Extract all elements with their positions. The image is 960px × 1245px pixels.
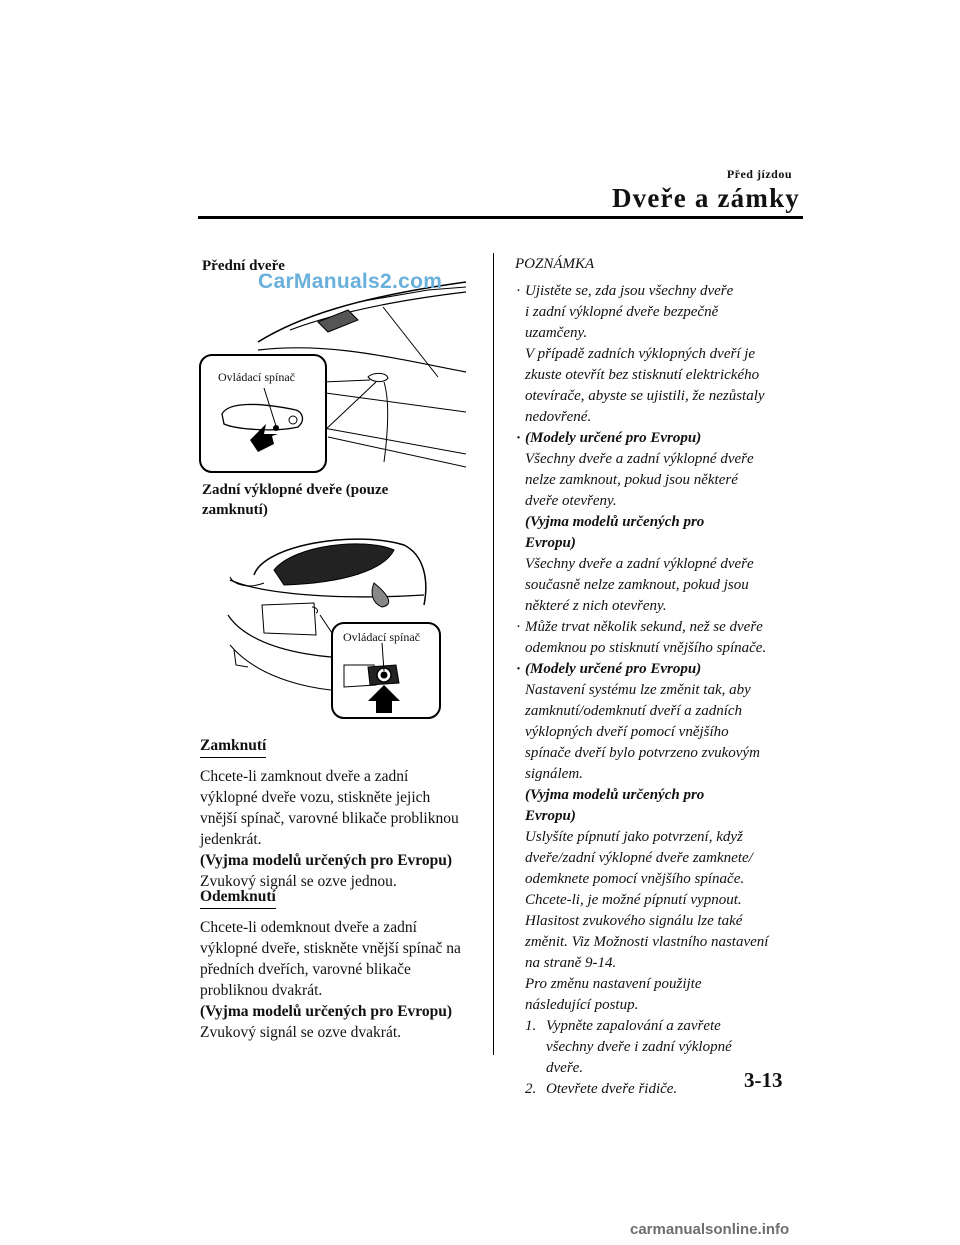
lock-line: jedenkrát. bbox=[200, 831, 262, 848]
note-line-text: na straně 9-14. bbox=[525, 955, 617, 971]
header-rule bbox=[198, 216, 803, 219]
unlock-line: probliknou dvakrát. bbox=[200, 982, 323, 999]
note-line bbox=[525, 869, 800, 890]
unlock-line: výklopné dveře, stiskněte vnější spínač na bbox=[200, 940, 461, 957]
note-line-text: některé z nich otevřeny. bbox=[525, 598, 667, 614]
lock-paragraph bbox=[200, 766, 490, 892]
note-line bbox=[525, 995, 800, 1016]
note-line-text: (Modely určené pro Evropu) bbox=[525, 430, 702, 446]
note-line-text: odemknou po stisknutí vnějšího spínače. bbox=[525, 640, 767, 656]
lock-heading: Zamknutí bbox=[200, 737, 266, 758]
note-line bbox=[525, 449, 800, 470]
note-line bbox=[525, 365, 800, 386]
note-line bbox=[525, 743, 800, 764]
note-line bbox=[525, 1016, 800, 1037]
bullet-icon: · bbox=[516, 430, 522, 446]
step-number: 2. bbox=[525, 1081, 537, 1097]
bullet-icon: · bbox=[516, 661, 522, 677]
note-line bbox=[525, 638, 800, 659]
note-line bbox=[525, 806, 800, 827]
note-line-text: Chcete-li, je možné pípnutí vypnout. bbox=[525, 892, 742, 908]
note-line-text: zamknutí/odemknutí dveří a zadních bbox=[525, 703, 743, 719]
note-line-text: otevírače, abyste se ujistili, že nezůstaly bbox=[525, 388, 765, 404]
note-line-text: Otevřete dveře řidiče. bbox=[546, 1081, 678, 1097]
note-line bbox=[525, 407, 800, 428]
note-line bbox=[525, 764, 800, 785]
watermark-logo: CarManuals2.com bbox=[258, 270, 443, 293]
note-line bbox=[525, 890, 800, 911]
rear-liftgate-illustration bbox=[224, 525, 442, 720]
note-line bbox=[525, 323, 800, 344]
note-line bbox=[525, 470, 800, 491]
step-number: 1. bbox=[525, 1018, 537, 1034]
note-line bbox=[516, 428, 800, 449]
unlock-paragraph bbox=[200, 917, 490, 1043]
note-line-text: Ujistěte se, zda jsou všechny dveře bbox=[525, 283, 734, 299]
note-line bbox=[525, 596, 800, 617]
note-line bbox=[525, 533, 800, 554]
section-label: Před jízdou bbox=[726, 167, 792, 181]
note-line bbox=[525, 722, 800, 743]
page-number: 3-13 bbox=[744, 1068, 783, 1092]
note-line bbox=[525, 575, 800, 596]
lock-line: Chcete-li zamknout dveře a zadní bbox=[200, 768, 409, 785]
unlock-signal-text: Zvukový signál se ozve dvakrát. bbox=[200, 1024, 402, 1041]
note-line bbox=[525, 785, 800, 806]
note-heading: POZNÁMKA bbox=[515, 256, 595, 272]
note-line-text: Pro změnu nastavení použijte bbox=[525, 976, 702, 992]
note-line bbox=[525, 911, 800, 932]
note-line bbox=[525, 512, 800, 533]
rear-door-heading-line1: Zadní výklopné dveře (pouze bbox=[202, 482, 389, 498]
note-line bbox=[516, 617, 800, 638]
note-line-text: dveře/zadní výklopné dveře zamknete/ bbox=[525, 850, 753, 866]
note-line bbox=[525, 701, 800, 722]
note-line-text: nelze zamknout, pokud jsou některé bbox=[525, 472, 738, 488]
note-line-text: Hlasitost zvukového signálu lze také bbox=[525, 913, 743, 929]
note-line bbox=[525, 344, 800, 365]
note-line bbox=[525, 302, 800, 323]
note-line bbox=[525, 1037, 800, 1058]
rear-switch-callout: Ovládací spínač bbox=[343, 630, 420, 644]
front-door-heading: Přední dveře bbox=[202, 258, 285, 274]
note-line-text: Vypněte zapalování a zavřete bbox=[546, 1018, 721, 1034]
note-line-text: Nastavení systému lze změnit tak, aby bbox=[525, 682, 751, 698]
unlock-heading: Odemknutí bbox=[200, 888, 276, 909]
note-line bbox=[525, 680, 800, 701]
note-line bbox=[525, 932, 800, 953]
note-line bbox=[525, 848, 800, 869]
note-line-text: nedovřené. bbox=[525, 409, 592, 425]
front-switch-callout: Ovládací spínač bbox=[218, 370, 295, 384]
note-line bbox=[516, 659, 800, 680]
note-line-text: uzamčeny. bbox=[525, 325, 588, 341]
note-line-text: následující postup. bbox=[525, 997, 639, 1013]
lock-line: vnější spínač, varovné blikače probliknou bbox=[200, 810, 459, 827]
note-line-text: Může trvat několik sekund, než se dveře bbox=[525, 619, 763, 635]
note-line-text: spínače dveří bylo potvrzeno zvukovým bbox=[525, 745, 760, 761]
bullet-icon: · bbox=[516, 283, 521, 299]
note-line-text: všechny dveře i zadní výklopné bbox=[546, 1039, 732, 1055]
note-line-text: (Modely určené pro Evropu) bbox=[525, 661, 702, 677]
note-line bbox=[525, 974, 800, 995]
page-title: Dveře a zámky bbox=[611, 183, 800, 213]
note-line-text: současně nelze zamknout, pokud jsou bbox=[525, 577, 749, 593]
note-line-text: (Vyjma modelů určených pro bbox=[525, 787, 705, 803]
note-line bbox=[525, 554, 800, 575]
column-divider bbox=[493, 253, 494, 1055]
note-line bbox=[525, 827, 800, 848]
note-line-text: změnit. Viz Možnosti vlastního nastavení bbox=[525, 934, 769, 950]
note-line-text: (Vyjma modelů určených pro bbox=[525, 514, 705, 530]
note-line-text: Všechny dveře a zadní výklopné dveře bbox=[525, 556, 754, 572]
unlock-line: předních dveřích, varovné blikače bbox=[200, 961, 411, 978]
note-line bbox=[525, 491, 800, 512]
lock-region-note: (Vyjma modelů určených pro Evropu) bbox=[200, 852, 453, 869]
note-line-text: výklopných dveří pomocí vnějšího bbox=[525, 724, 729, 740]
bullet-icon: · bbox=[516, 619, 521, 635]
lock-signal-text: Zvukový signál se ozve jednou. bbox=[200, 873, 397, 890]
note-line bbox=[525, 953, 800, 974]
note-line-text: Evropu) bbox=[525, 808, 576, 824]
note-line-text: V případě zadních výklopných dveří je bbox=[525, 346, 756, 362]
note-line-text: dveře otevřeny. bbox=[525, 493, 617, 509]
note-line-text: Uslyšíte pípnutí jako potvrzení, když bbox=[525, 829, 743, 845]
unlock-region-note: (Vyjma modelů určených pro Evropu) bbox=[200, 1003, 453, 1020]
lock-line: výklopné dveře vozu, stiskněte jejich bbox=[200, 789, 431, 806]
note-line-text: zkuste otevřít bez stisknutí elektrického bbox=[525, 367, 760, 383]
note-list bbox=[516, 281, 800, 1100]
unlock-line: Chcete-li odemknout dveře a zadní bbox=[200, 919, 417, 936]
note-line-text: Evropu) bbox=[525, 535, 576, 551]
note-line bbox=[516, 281, 800, 302]
note-line-text: signálem. bbox=[525, 766, 583, 782]
watermark-footer: carmanualsonline.info bbox=[630, 1221, 790, 1238]
note-line-text: odemknete pomocí vnějšího spínače. bbox=[525, 871, 745, 887]
note-line-text: Všechny dveře a zadní výklopné dveře bbox=[525, 451, 754, 467]
rear-door-heading-line2: zamknutí) bbox=[202, 502, 268, 518]
note-line bbox=[525, 386, 800, 407]
note-line-text: dveře. bbox=[546, 1060, 584, 1076]
note-line-text: i zadní výklopné dveře bezpečně bbox=[525, 304, 719, 320]
